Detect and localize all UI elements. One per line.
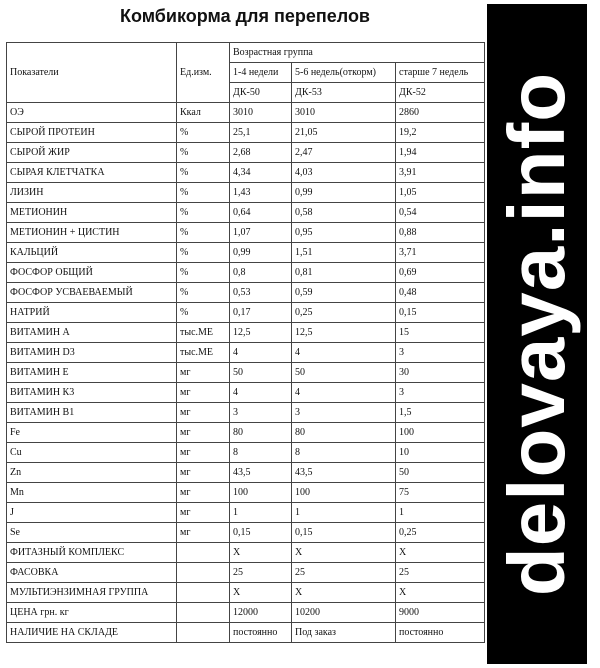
table-row — [7, 343, 485, 363]
cell-unit: тыс.МЕ — [177, 323, 230, 343]
cell-v3: 3,91 — [396, 163, 485, 183]
cell-v1: 25,1 — [230, 123, 292, 143]
cell-v1: X — [230, 583, 292, 603]
cell-v2: 0,81 — [292, 263, 396, 283]
cell-v3: 15 — [396, 323, 485, 343]
cell-v2: 0,95 — [292, 223, 396, 243]
cell-name: Se — [7, 523, 177, 543]
cell-v3: 19,2 — [396, 123, 485, 143]
cell-name: ФИТАЗНЫЙ КОМПЛЕКС — [7, 543, 177, 563]
cell-name: СЫРОЙ ПРОТЕИН — [7, 123, 177, 143]
cell-v1: 3 — [230, 403, 292, 423]
cell-v2: 4,03 — [292, 163, 396, 183]
cell-v3: 1,94 — [396, 143, 485, 163]
cell-v1: 4,34 — [230, 163, 292, 183]
table-row — [7, 203, 485, 223]
cell-v1: 2,68 — [230, 143, 292, 163]
cell-unit: мг — [177, 483, 230, 503]
cell-name: ВИТАМИН D3 — [7, 343, 177, 363]
cell-name: Zn — [7, 463, 177, 483]
cell-name: ВИТАМИН В1 — [7, 403, 177, 423]
cell-v1: 25 — [230, 563, 292, 583]
table-row — [7, 283, 485, 303]
table-row — [7, 143, 485, 163]
cell-name: СЫРАЯ КЛЕТЧАТКА — [7, 163, 177, 183]
cell-v3: 0,15 — [396, 303, 485, 323]
cell-v3: 9000 — [396, 603, 485, 623]
cell-v3: 2860 — [396, 103, 485, 123]
cell-v1: 80 — [230, 423, 292, 443]
table-row — [7, 383, 485, 403]
cell-unit — [177, 603, 230, 623]
cell-name: МЕТИОНИН + ЦИСТИН — [7, 223, 177, 243]
header-row-1 — [7, 43, 485, 63]
cell-v3: 75 — [396, 483, 485, 503]
cell-v3: X — [396, 543, 485, 563]
table-row — [7, 583, 485, 603]
cell-unit: % — [177, 123, 230, 143]
cell-v3: X — [396, 583, 485, 603]
table-row — [7, 503, 485, 523]
cell-unit — [177, 563, 230, 583]
cell-name: ЛИЗИН — [7, 183, 177, 203]
cell-v2: 0,59 — [292, 283, 396, 303]
table-row — [7, 243, 485, 263]
cell-name: КАЛЬЦИЙ — [7, 243, 177, 263]
cell-unit: Ккал — [177, 103, 230, 123]
cell-unit: мг — [177, 443, 230, 463]
feed-table — [6, 42, 485, 643]
table-row — [7, 363, 485, 383]
cell-unit: мг — [177, 463, 230, 483]
cell-name: ВИТАМИН А — [7, 323, 177, 343]
cell-v2: 50 — [292, 363, 396, 383]
cell-unit — [177, 543, 230, 563]
cell-v3: 1 — [396, 503, 485, 523]
cell-v3: 1,5 — [396, 403, 485, 423]
cell-v3: 3 — [396, 383, 485, 403]
cell-unit: % — [177, 223, 230, 243]
cell-v1: 0,17 — [230, 303, 292, 323]
cell-name: ЦЕНА грн. кг — [7, 603, 177, 623]
table-row — [7, 303, 485, 323]
cell-v1: 43,5 — [230, 463, 292, 483]
cell-v2: 1 — [292, 503, 396, 523]
cell-name: ФОСФОР УСВАЕВАЕМЫЙ — [7, 283, 177, 303]
cell-v1: 100 — [230, 483, 292, 503]
cell-v2: 80 — [292, 423, 396, 443]
cell-name: J — [7, 503, 177, 523]
cell-v1: 4 — [230, 383, 292, 403]
cell-unit: % — [177, 263, 230, 283]
page-title: Комбикорма для перепелов — [119, 6, 370, 26]
cell-v2: 100 — [292, 483, 396, 503]
cell-unit — [177, 623, 230, 643]
cell-v2: 1,51 — [292, 243, 396, 263]
cell-v2: X — [292, 543, 396, 563]
table-row — [7, 483, 485, 503]
cell-v1: 12000 — [230, 603, 292, 623]
cell-v1: 50 — [230, 363, 292, 383]
cell-unit: % — [177, 143, 230, 163]
table-row — [7, 563, 485, 583]
cell-v2: 0,15 — [292, 523, 396, 543]
table-row — [7, 323, 485, 343]
header-param: Показатели — [7, 43, 177, 103]
table-row — [7, 623, 485, 643]
cell-v1: 0,53 — [230, 283, 292, 303]
cell-name: Fe — [7, 423, 177, 443]
cell-name: МУЛЬТИЭНЗИМНАЯ ГРУППА — [7, 583, 177, 603]
cell-v2: 12,5 — [292, 323, 396, 343]
table-row — [7, 543, 485, 563]
header-group-2: 5-6 недель(откорм) — [292, 63, 396, 83]
cell-v3: постоянно — [396, 623, 485, 643]
cell-v2: 0,25 — [292, 303, 396, 323]
cell-unit: тыс.МЕ — [177, 343, 230, 363]
cell-unit: % — [177, 183, 230, 203]
cell-name: СЫРОЙ ЖИР — [7, 143, 177, 163]
cell-v3: 1,05 — [396, 183, 485, 203]
cell-v2: 3 — [292, 403, 396, 423]
header-unit: Ед.изм. — [177, 43, 230, 103]
cell-v2: Под заказ — [292, 623, 396, 643]
cell-unit: % — [177, 163, 230, 183]
cell-v3: 3 — [396, 343, 485, 363]
table-row — [7, 163, 485, 183]
cell-v2: 8 — [292, 443, 396, 463]
cell-v3: 3,71 — [396, 243, 485, 263]
cell-v3: 50 — [396, 463, 485, 483]
cell-v2: 0,99 — [292, 183, 396, 203]
watermark-text: delovaya.info — [492, 71, 581, 597]
header-product-3: ДК-52 — [396, 83, 485, 103]
table-row — [7, 103, 485, 123]
cell-name: МЕТИОНИН — [7, 203, 177, 223]
cell-unit: % — [177, 243, 230, 263]
cell-v2: 21,05 — [292, 123, 396, 143]
cell-v2: 4 — [292, 343, 396, 363]
cell-name: Mn — [7, 483, 177, 503]
cell-unit: мг — [177, 523, 230, 543]
cell-unit: мг — [177, 403, 230, 423]
cell-v2: 43,5 — [292, 463, 396, 483]
cell-v1: 1,43 — [230, 183, 292, 203]
cell-v3: 0,48 — [396, 283, 485, 303]
header-product-1: ДК-50 — [230, 83, 292, 103]
cell-unit: мг — [177, 423, 230, 443]
cell-unit — [177, 583, 230, 603]
cell-name: ВИТАМИН К3 — [7, 383, 177, 403]
cell-unit: % — [177, 203, 230, 223]
cell-v2: 4 — [292, 383, 396, 403]
table-row — [7, 183, 485, 203]
cell-v3: 30 — [396, 363, 485, 383]
table-row — [7, 443, 485, 463]
cell-v1: 0,64 — [230, 203, 292, 223]
cell-v3: 0,69 — [396, 263, 485, 283]
table-row — [7, 603, 485, 623]
cell-unit: мг — [177, 383, 230, 403]
cell-v1: 0,8 — [230, 263, 292, 283]
cell-v1: 0,99 — [230, 243, 292, 263]
cell-v2: 3010 — [292, 103, 396, 123]
cell-name: ВИТАМИН Е — [7, 363, 177, 383]
cell-name: Cu — [7, 443, 177, 463]
cell-v3: 100 — [396, 423, 485, 443]
cell-v1: 12,5 — [230, 323, 292, 343]
cell-name: НАТРИЙ — [7, 303, 177, 323]
cell-unit: мг — [177, 503, 230, 523]
cell-v1: 8 — [230, 443, 292, 463]
table-row — [7, 123, 485, 143]
cell-v1: 3010 — [230, 103, 292, 123]
cell-v3: 0,88 — [396, 223, 485, 243]
cell-v2: X — [292, 583, 396, 603]
header-group-3: старше 7 недель — [396, 63, 485, 83]
cell-v1: 1,07 — [230, 223, 292, 243]
cell-v1: постоянно — [230, 623, 292, 643]
watermark-banner — [487, 4, 587, 664]
cell-name: ОЭ — [7, 103, 177, 123]
cell-v3: 10 — [396, 443, 485, 463]
cell-name: НАЛИЧИЕ НА СКЛАДЕ — [7, 623, 177, 643]
cell-v1: 0,15 — [230, 523, 292, 543]
cell-name: ФАСОВКА — [7, 563, 177, 583]
cell-unit: % — [177, 283, 230, 303]
cell-unit: мг — [177, 363, 230, 383]
cell-v2: 0,58 — [292, 203, 396, 223]
cell-v1: 1 — [230, 503, 292, 523]
table-row — [7, 263, 485, 283]
table-row — [7, 463, 485, 483]
cell-v2: 2,47 — [292, 143, 396, 163]
cell-v3: 0,25 — [396, 523, 485, 543]
cell-v2: 10200 — [292, 603, 396, 623]
header-product-2: ДК-53 — [292, 83, 396, 103]
cell-v2: 25 — [292, 563, 396, 583]
table-row — [7, 403, 485, 423]
cell-unit: % — [177, 303, 230, 323]
cell-v1: X — [230, 543, 292, 563]
table-row — [7, 223, 485, 243]
cell-v3: 0,54 — [396, 203, 485, 223]
header-age-group: Возрастная группа — [230, 43, 485, 63]
table-row — [7, 523, 485, 543]
cell-v1: 4 — [230, 343, 292, 363]
cell-v3: 25 — [396, 563, 485, 583]
cell-name: ФОСФОР ОБЩИЙ — [7, 263, 177, 283]
header-group-1: 1-4 недели — [230, 63, 292, 83]
table-body — [7, 43, 485, 643]
table-row — [7, 423, 485, 443]
